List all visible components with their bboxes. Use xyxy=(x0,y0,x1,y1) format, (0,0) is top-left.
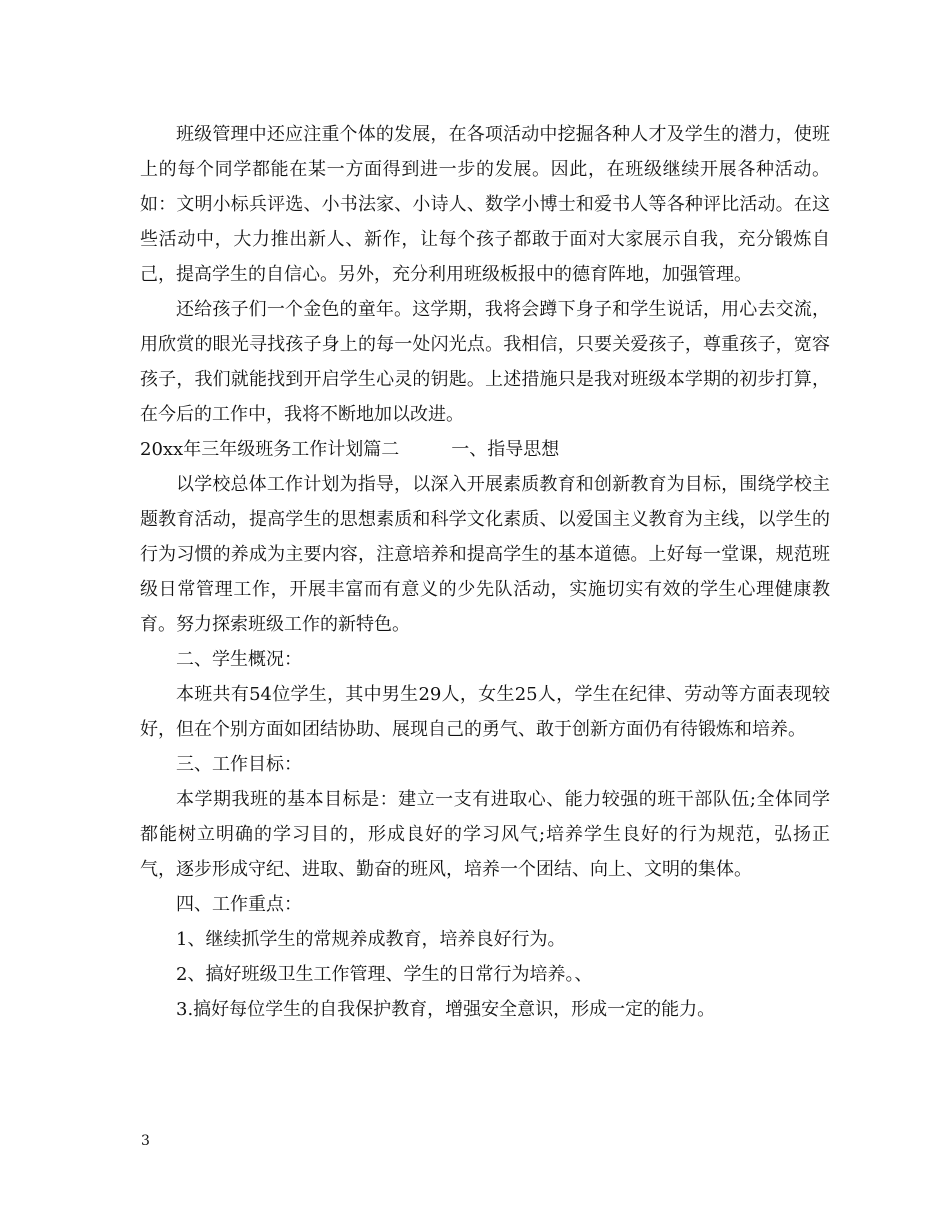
heading-work-goals: 三、工作目标： xyxy=(176,754,302,775)
paragraph-guiding-ideology: 以学校总体工作计划为指导，以深入开展素质教育和创新教育为目标，围绕学校主题教育活动，提高学生的思想素质和科学文化素质、以爱国主义教育为主线，以学生的行为习惯的养成为主要内容，注意培养和提高学生的基本道德。上好每一堂课，规范班级日常管理工作，开展丰富而有意义的少先队活动，实施切实有效的学生心理健康教育。努力探索班级工作的新特色。 xyxy=(140,474,830,635)
list-item-focus-3: 3.搞好每位学生的自我保护教育，增强安全意识，形成一定的能力。 xyxy=(176,999,716,1020)
section-heading xyxy=(140,432,830,467)
page-number: 3 xyxy=(141,1133,150,1149)
paragraph-student-overview: 本班共有54位学生，其中男生29人，女生25人，学生在纪律、劳动等方面表现较好，但在个别方面如团结协助、展现自己的勇气、敢于创新方面仍有待锻炼和培养。 xyxy=(140,684,830,740)
document-body xyxy=(140,117,830,1027)
paragraph-golden-childhood: 还给孩子们一个金色的童年。这学期，我将会蹲下身子和学生说话，用心去交流，用欣赏的眼光寻找孩子身上的每一处闪光点。我相信，只要关爱孩子，尊重孩子，宽容孩子，我们就能找到开启学生心灵的钥匙。上述措施只是我对班级本学期的初步打算，在今后的工作中，我将不断地加以改进。 xyxy=(140,299,830,425)
list-item-focus-1: 1、继续抓学生的常规养成教育，培养良好行为。 xyxy=(176,929,566,950)
paragraph-individual-development: 班级管理中还应注重个体的发展，在各项活动中挖掘各种人才及学生的潜力，使班上的每个同学都能在某一方面得到进一步的发展。因此，在班级继续开展各种活动。如：文明小标兵评选、小书法家、小诗人、数学小博士和爱书人等各种评比活动。在这些活动中，大力推出新人、新作，让每个孩子都敢于面对大家展示自我，充分锻炼自己，提高学生的自信心。另外，充分利用班级板报中的德育阵地，加强管理。 xyxy=(140,124,830,285)
section-subtitle: 一、指导思想 xyxy=(451,439,560,460)
paragraph-work-goals: 本学期我班的基本目标是：建立一支有进取心、能力较强的班干部队伍;全体同学都能树立明确的学习目的，形成良好的学习风气;培养学生良好的行为规范，弘扬正气，逐步形成守纪、进取、勤奋的班风，培养一个团结、向上、文明的集体。 xyxy=(140,789,830,880)
heading-student-overview: 二、学生概况： xyxy=(176,649,302,670)
list-item-focus-2: 2、搞好班级卫生工作管理、学生的日常行为培养。、 xyxy=(176,964,593,985)
section-title: 20xx年三年级班务工作计划篇二 xyxy=(140,439,400,460)
heading-work-focus: 四、工作重点： xyxy=(176,894,302,915)
